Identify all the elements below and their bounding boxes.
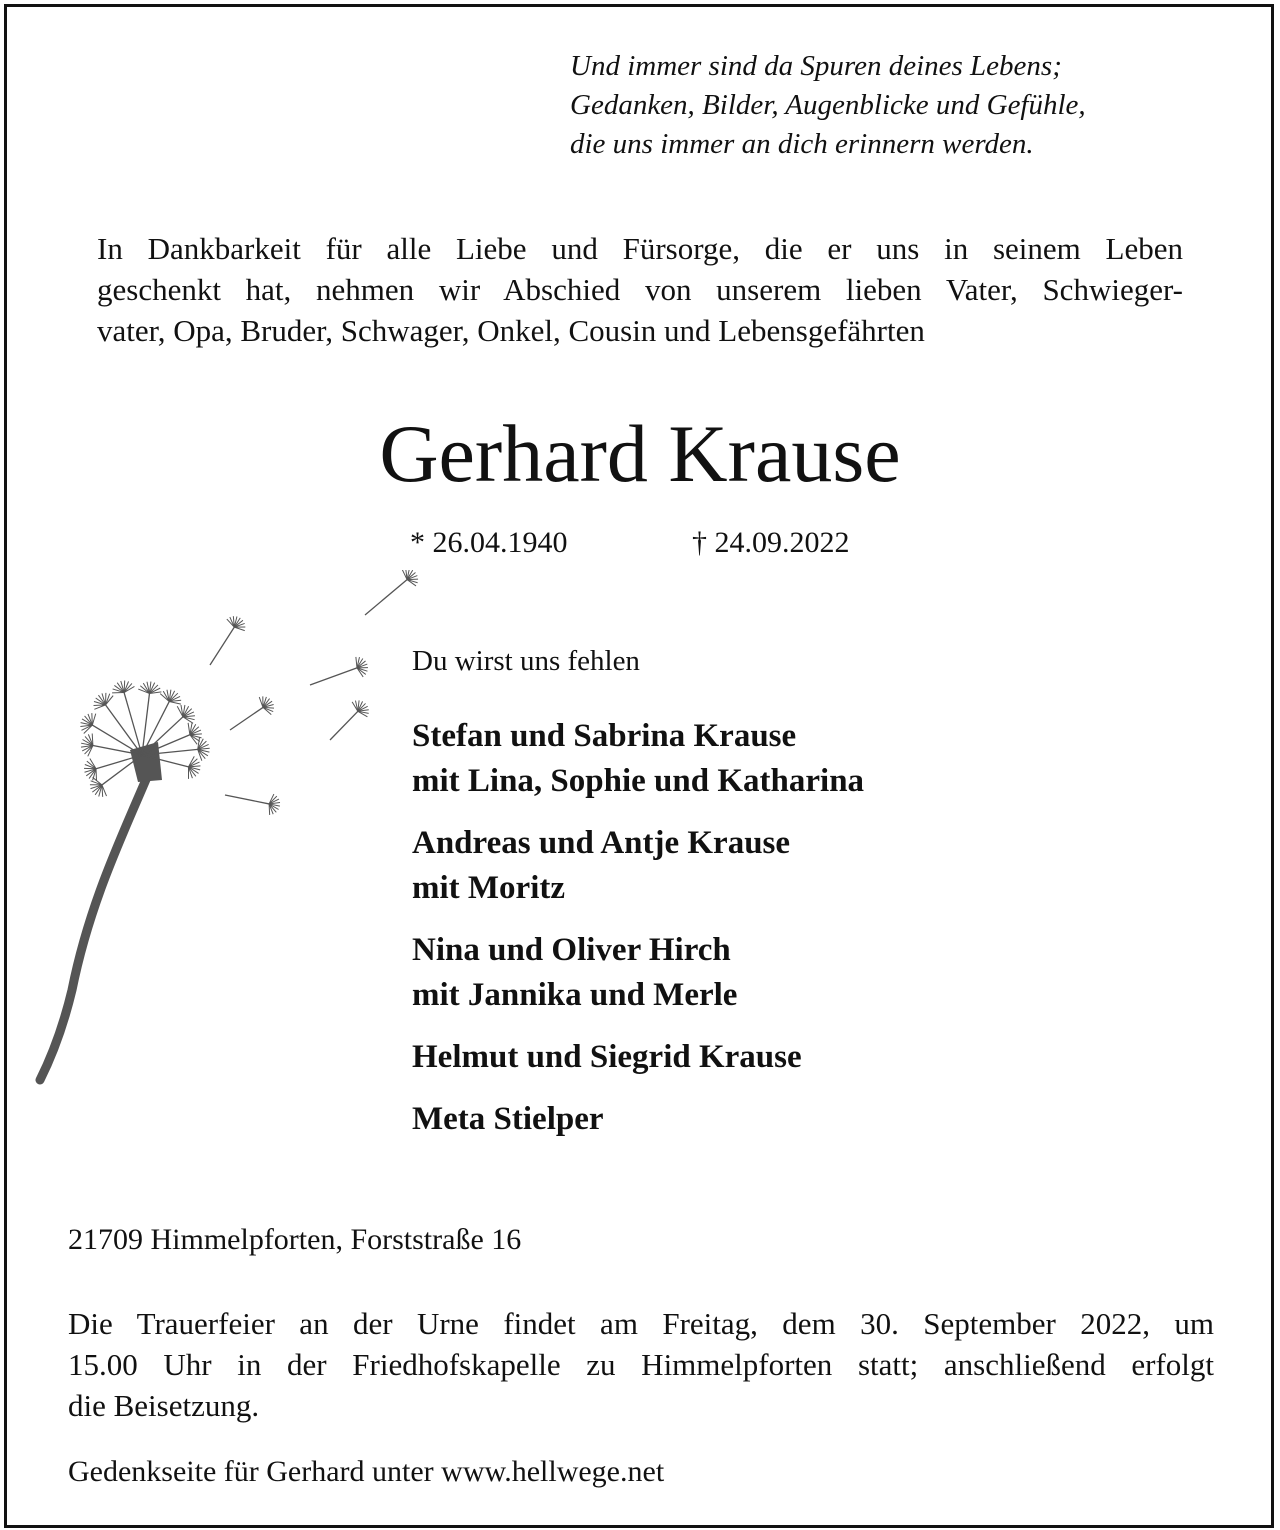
quote-line: Und immer sind da Spuren deines Lebens; — [570, 50, 1062, 82]
service-line: Die Trauerfeier an der Urne findet am Freitag, dem 30. September 2022, um — [68, 1306, 1214, 1341]
family-group — [412, 714, 1112, 804]
deceased-name: Gerhard Krause — [379, 408, 901, 499]
service-paragraph — [68, 1303, 1214, 1426]
intro-line: In Dankbarkeit für alle Liebe und Fürsorge, die er uns in seinem Leben — [97, 231, 1183, 266]
address: 21709 Himmelpforten, Forststraße 16 — [68, 1223, 522, 1256]
family-line: mit Moritz — [412, 870, 565, 906]
family-line: Meta Stielper — [412, 1101, 604, 1137]
family-line: mit Lina, Sophie und Katharina — [412, 763, 865, 799]
family-line: mit Jannika und Merle — [412, 977, 738, 1013]
intro-line: geschenkt hat, nehmen wir Abschied von unserem lieben Vater, Schwieger- — [97, 272, 1183, 307]
birth-date: * 26.04.1940 — [410, 526, 568, 559]
family-group — [412, 928, 1112, 1018]
family-list — [412, 714, 1112, 1159]
dandelion-icon — [30, 570, 450, 1090]
memorial-page-note: Gedenkseite für Gerhard unter www.hellwege.net — [68, 1455, 665, 1488]
family-group — [412, 821, 1112, 911]
intro-line: vater, Opa, Bruder, Schwager, Onkel, Cousin und Lebensgefährten — [97, 313, 925, 348]
family-line: Andreas und Antje Krause — [412, 825, 791, 861]
service-line: 15.00 Uhr in der Friedhofskapelle zu Himmelpforten statt; anschließend erfolgt — [68, 1347, 1214, 1382]
intro-paragraph — [97, 228, 1183, 351]
farewell-text: Du wirst uns fehlen — [412, 645, 640, 677]
family-line: Nina und Oliver Hirch — [412, 932, 731, 968]
family-group — [412, 1035, 1112, 1080]
family-group — [412, 1097, 1112, 1142]
quote-line: die uns immer an dich erinnern werden. — [570, 128, 1034, 160]
family-line: Helmut und Siegrid Krause — [412, 1039, 802, 1075]
family-line: Stefan und Sabrina Krause — [412, 718, 797, 754]
quote-line: Gedanken, Bilder, Augenblicke und Gefühle, — [570, 89, 1086, 121]
quote-block — [570, 47, 1210, 164]
death-date: † 24.09.2022 — [692, 526, 850, 559]
service-line: die Beisetzung. — [68, 1388, 260, 1423]
